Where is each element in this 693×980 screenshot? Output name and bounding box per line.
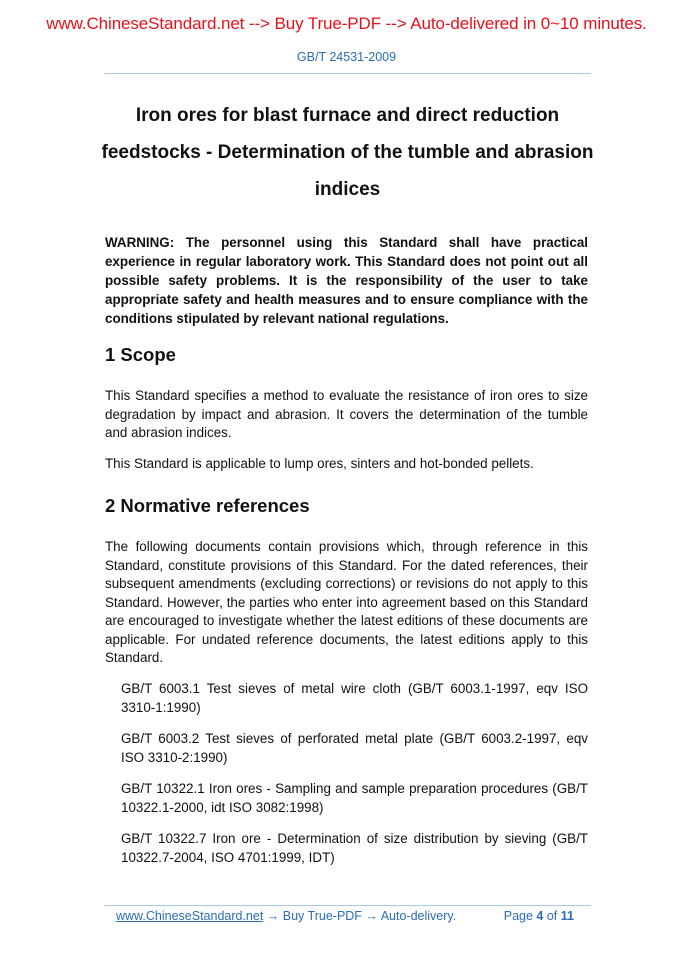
page-footer [116,909,586,923]
section-heading-normative-references: 2 Normative references [105,495,310,516]
page-of: of [546,909,558,923]
page-total: 11 [560,909,574,923]
header-divider [104,73,591,74]
reference-item: GB/T 6003.1 Test sieves of metal wire cloth (GB/T 6003.1-1997, eqv ISO 3310-1:1990) [121,681,588,715]
reference-item: GB/T 10322.1 Iron ores - Sampling and sample preparation procedures (GB/T 10322.1-2000, idt ISO 3082:1998) [121,781,588,815]
promo-banner: www.ChineseStandard.net --> Buy True-PDF --> Auto-delivered in 0~10 minutes. [46,14,647,33]
document-title [100,97,595,208]
footer-divider [104,905,591,906]
title-line-3: indices [314,179,381,200]
section-heading-scope: 1 Scope [105,344,176,365]
title-line-2: feedstocks - Determination of the tumble and abrasion [101,142,594,163]
normative-references-paragraph: The following documents contain provisions which, through reference in this Standard, constitute provisions of this Standard. For the dated references, their subsequent amendments (excluding corrections) or revisions do not apply to this Standard. However, the parties who enter into agreement based on this Standard are encouraged to investigate whether the latest editions of these documents are applicable. For undated reference documents, the latest editions apply to this Standard. [105,539,588,665]
footer-text: → Buy True-PDF → Auto-delivery. [263,909,457,923]
scope-paragraph-1: This Standard specifies a method to evaluate the resistance of iron ores to size degradation by impact and abrasion. It covers the determination of the tumble and abrasion indices. [105,388,588,440]
page-current: 4 [536,909,544,923]
reference-item: GB/T 6003.2 Test sieves of perforated metal plate (GB/T 6003.2-1997, eqv ISO 3310-2:1990) [121,731,588,765]
warning-paragraph: WARNING: The personnel using this Standard shall have practical experience in regular laboratory work. This Standard does not point out all possible safety problems. It is the responsibility of the user to take appropriate safety and health measures and to ensure compliance with the conditions stipulated by relevant national regulations. [105,235,588,326]
scope-paragraph-2: This Standard is applicable to lump ores, sinters and hot-bonded pellets. [105,456,534,471]
document-code: GB/T 24531-2009 [296,50,397,64]
title-line-1: Iron ores for blast furnace and direct reduction [135,105,560,126]
page-label: Page [503,909,533,923]
page-indicator [504,909,574,923]
footer-site-link[interactable]: www.ChineseStandard.net [116,909,264,923]
reference-item: GB/T 10322.7 Iron ore - Determination of size distribution by sieving (GB/T 10322.7-2004, ISO 4701:1999, IDT) [121,831,588,865]
